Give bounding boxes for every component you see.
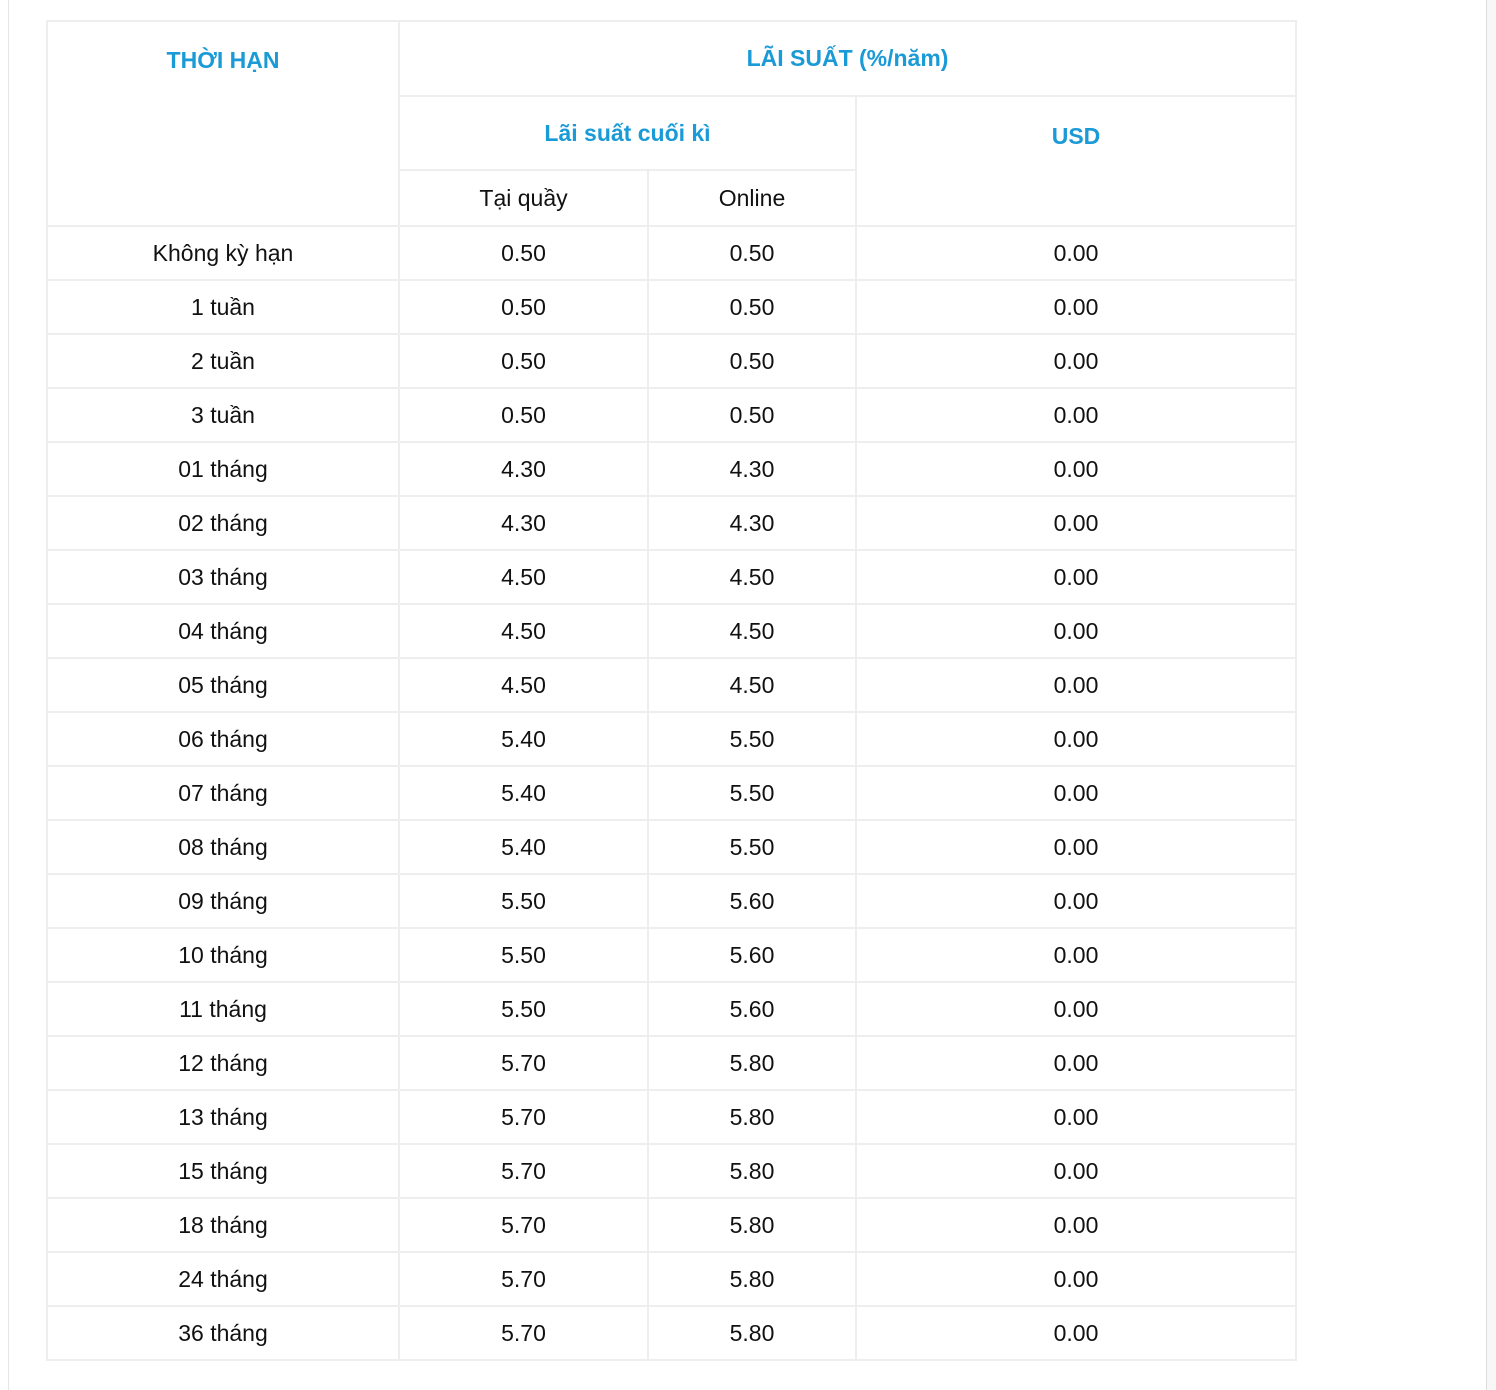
online-rate-cell: 5.80	[648, 1252, 856, 1306]
usd-rate-cell: 0.00	[856, 442, 1296, 496]
term-cell: Không kỳ hạn	[47, 226, 399, 280]
usd-rate-cell: 0.00	[856, 280, 1296, 334]
online-rate-cell: 0.50	[648, 280, 856, 334]
online-rate-cell: 5.50	[648, 820, 856, 874]
counter-rate-cell: 5.40	[399, 820, 648, 874]
usd-rate-cell: 0.00	[856, 496, 1296, 550]
term-header: THỜI HẠN	[47, 21, 399, 226]
term-cell: 05 tháng	[47, 658, 399, 712]
table-row	[47, 1036, 1296, 1090]
term-cell: 08 tháng	[47, 820, 399, 874]
counter-rate-cell: 0.50	[399, 334, 648, 388]
term-cell: 15 tháng	[47, 1144, 399, 1198]
usd-rate-cell: 0.00	[856, 658, 1296, 712]
term-cell: 03 tháng	[47, 550, 399, 604]
counter-rate-cell: 5.50	[399, 874, 648, 928]
online-rate-cell: 5.80	[648, 1036, 856, 1090]
counter-rate-cell: 5.70	[399, 1144, 648, 1198]
table-row	[47, 928, 1296, 982]
online-rate-cell: 5.60	[648, 874, 856, 928]
table-row	[47, 1306, 1296, 1360]
online-rate-cell: 4.50	[648, 604, 856, 658]
table-row	[47, 874, 1296, 928]
online-rate-cell: 4.50	[648, 550, 856, 604]
counter-rate-cell: 4.50	[399, 604, 648, 658]
counter-rate-cell: 4.30	[399, 442, 648, 496]
rate-header: LÃI SUẤT (%/năm)	[399, 21, 1296, 96]
counter-rate-cell: 4.30	[399, 496, 648, 550]
online-rate-cell: 4.50	[648, 658, 856, 712]
term-cell: 24 tháng	[47, 1252, 399, 1306]
term-cell: 36 tháng	[47, 1306, 399, 1360]
online-rate-cell: 5.80	[648, 1090, 856, 1144]
term-cell: 02 tháng	[47, 496, 399, 550]
counter-rate-cell: 5.70	[399, 1198, 648, 1252]
counter-rate-cell: 4.50	[399, 658, 648, 712]
term-cell: 1 tuần	[47, 280, 399, 334]
table-row	[47, 496, 1296, 550]
online-header: Online	[648, 170, 856, 226]
counter-rate-cell: 5.70	[399, 1036, 648, 1090]
counter-rate-cell: 0.50	[399, 388, 648, 442]
table-row	[47, 982, 1296, 1036]
counter-rate-cell: 5.70	[399, 1306, 648, 1360]
usd-rate-cell: 0.00	[856, 1198, 1296, 1252]
table-header	[47, 21, 1296, 226]
term-cell: 06 tháng	[47, 712, 399, 766]
term-cell: 04 tháng	[47, 604, 399, 658]
table-row	[47, 550, 1296, 604]
table-row	[47, 658, 1296, 712]
online-rate-cell: 5.80	[648, 1144, 856, 1198]
table-row	[47, 388, 1296, 442]
online-rate-cell: 0.50	[648, 334, 856, 388]
table-row	[47, 604, 1296, 658]
counter-rate-cell: 5.70	[399, 1090, 648, 1144]
online-rate-cell: 4.30	[648, 442, 856, 496]
table-row	[47, 712, 1296, 766]
left-divider	[8, 0, 9, 1390]
term-cell: 12 tháng	[47, 1036, 399, 1090]
counter-rate-cell: 5.50	[399, 982, 648, 1036]
table-row	[47, 226, 1296, 280]
counter-rate-cell: 5.40	[399, 766, 648, 820]
counter-rate-cell: 5.40	[399, 712, 648, 766]
header-row-main	[47, 21, 1296, 96]
usd-rate-cell: 0.00	[856, 874, 1296, 928]
table-row	[47, 766, 1296, 820]
term-cell: 07 tháng	[47, 766, 399, 820]
counter-header: Tại quầy	[399, 170, 648, 226]
term-cell: 18 tháng	[47, 1198, 399, 1252]
end-of-term-header: Lãi suất cuối kì	[399, 96, 856, 170]
table-body	[47, 226, 1296, 1360]
table-row	[47, 820, 1296, 874]
term-cell: 2 tuần	[47, 334, 399, 388]
usd-rate-cell: 0.00	[856, 334, 1296, 388]
term-cell: 3 tuần	[47, 388, 399, 442]
usd-rate-cell: 0.00	[856, 928, 1296, 982]
online-rate-cell: 0.50	[648, 226, 856, 280]
online-rate-cell: 0.50	[648, 388, 856, 442]
usd-header: USD	[856, 96, 1296, 226]
table-row	[47, 1198, 1296, 1252]
online-rate-cell: 4.30	[648, 496, 856, 550]
term-cell: 01 tháng	[47, 442, 399, 496]
usd-rate-cell: 0.00	[856, 766, 1296, 820]
term-cell: 13 tháng	[47, 1090, 399, 1144]
interest-rate-table	[46, 20, 1297, 1361]
term-cell: 09 tháng	[47, 874, 399, 928]
term-cell: 10 tháng	[47, 928, 399, 982]
online-rate-cell: 5.50	[648, 766, 856, 820]
online-rate-cell: 5.60	[648, 928, 856, 982]
usd-rate-cell: 0.00	[856, 1306, 1296, 1360]
usd-rate-cell: 0.00	[856, 1090, 1296, 1144]
table-row	[47, 280, 1296, 334]
counter-rate-cell: 0.50	[399, 280, 648, 334]
usd-rate-cell: 0.00	[856, 1036, 1296, 1090]
table-row	[47, 442, 1296, 496]
usd-rate-cell: 0.00	[856, 226, 1296, 280]
table-row	[47, 334, 1296, 388]
usd-rate-cell: 0.00	[856, 1144, 1296, 1198]
usd-rate-cell: 0.00	[856, 712, 1296, 766]
usd-rate-cell: 0.00	[856, 388, 1296, 442]
usd-rate-cell: 0.00	[856, 982, 1296, 1036]
usd-rate-cell: 0.00	[856, 550, 1296, 604]
online-rate-cell: 5.50	[648, 712, 856, 766]
online-rate-cell: 5.80	[648, 1306, 856, 1360]
online-rate-cell: 5.60	[648, 982, 856, 1036]
counter-rate-cell: 5.70	[399, 1252, 648, 1306]
scrollbar-track[interactable]	[1486, 0, 1496, 1390]
table-row	[47, 1144, 1296, 1198]
table-row	[47, 1252, 1296, 1306]
online-rate-cell: 5.80	[648, 1198, 856, 1252]
counter-rate-cell: 5.50	[399, 928, 648, 982]
table-row	[47, 1090, 1296, 1144]
usd-rate-cell: 0.00	[856, 604, 1296, 658]
usd-rate-cell: 0.00	[856, 820, 1296, 874]
counter-rate-cell: 4.50	[399, 550, 648, 604]
term-cell: 11 tháng	[47, 982, 399, 1036]
usd-rate-cell: 0.00	[856, 1252, 1296, 1306]
counter-rate-cell: 0.50	[399, 226, 648, 280]
